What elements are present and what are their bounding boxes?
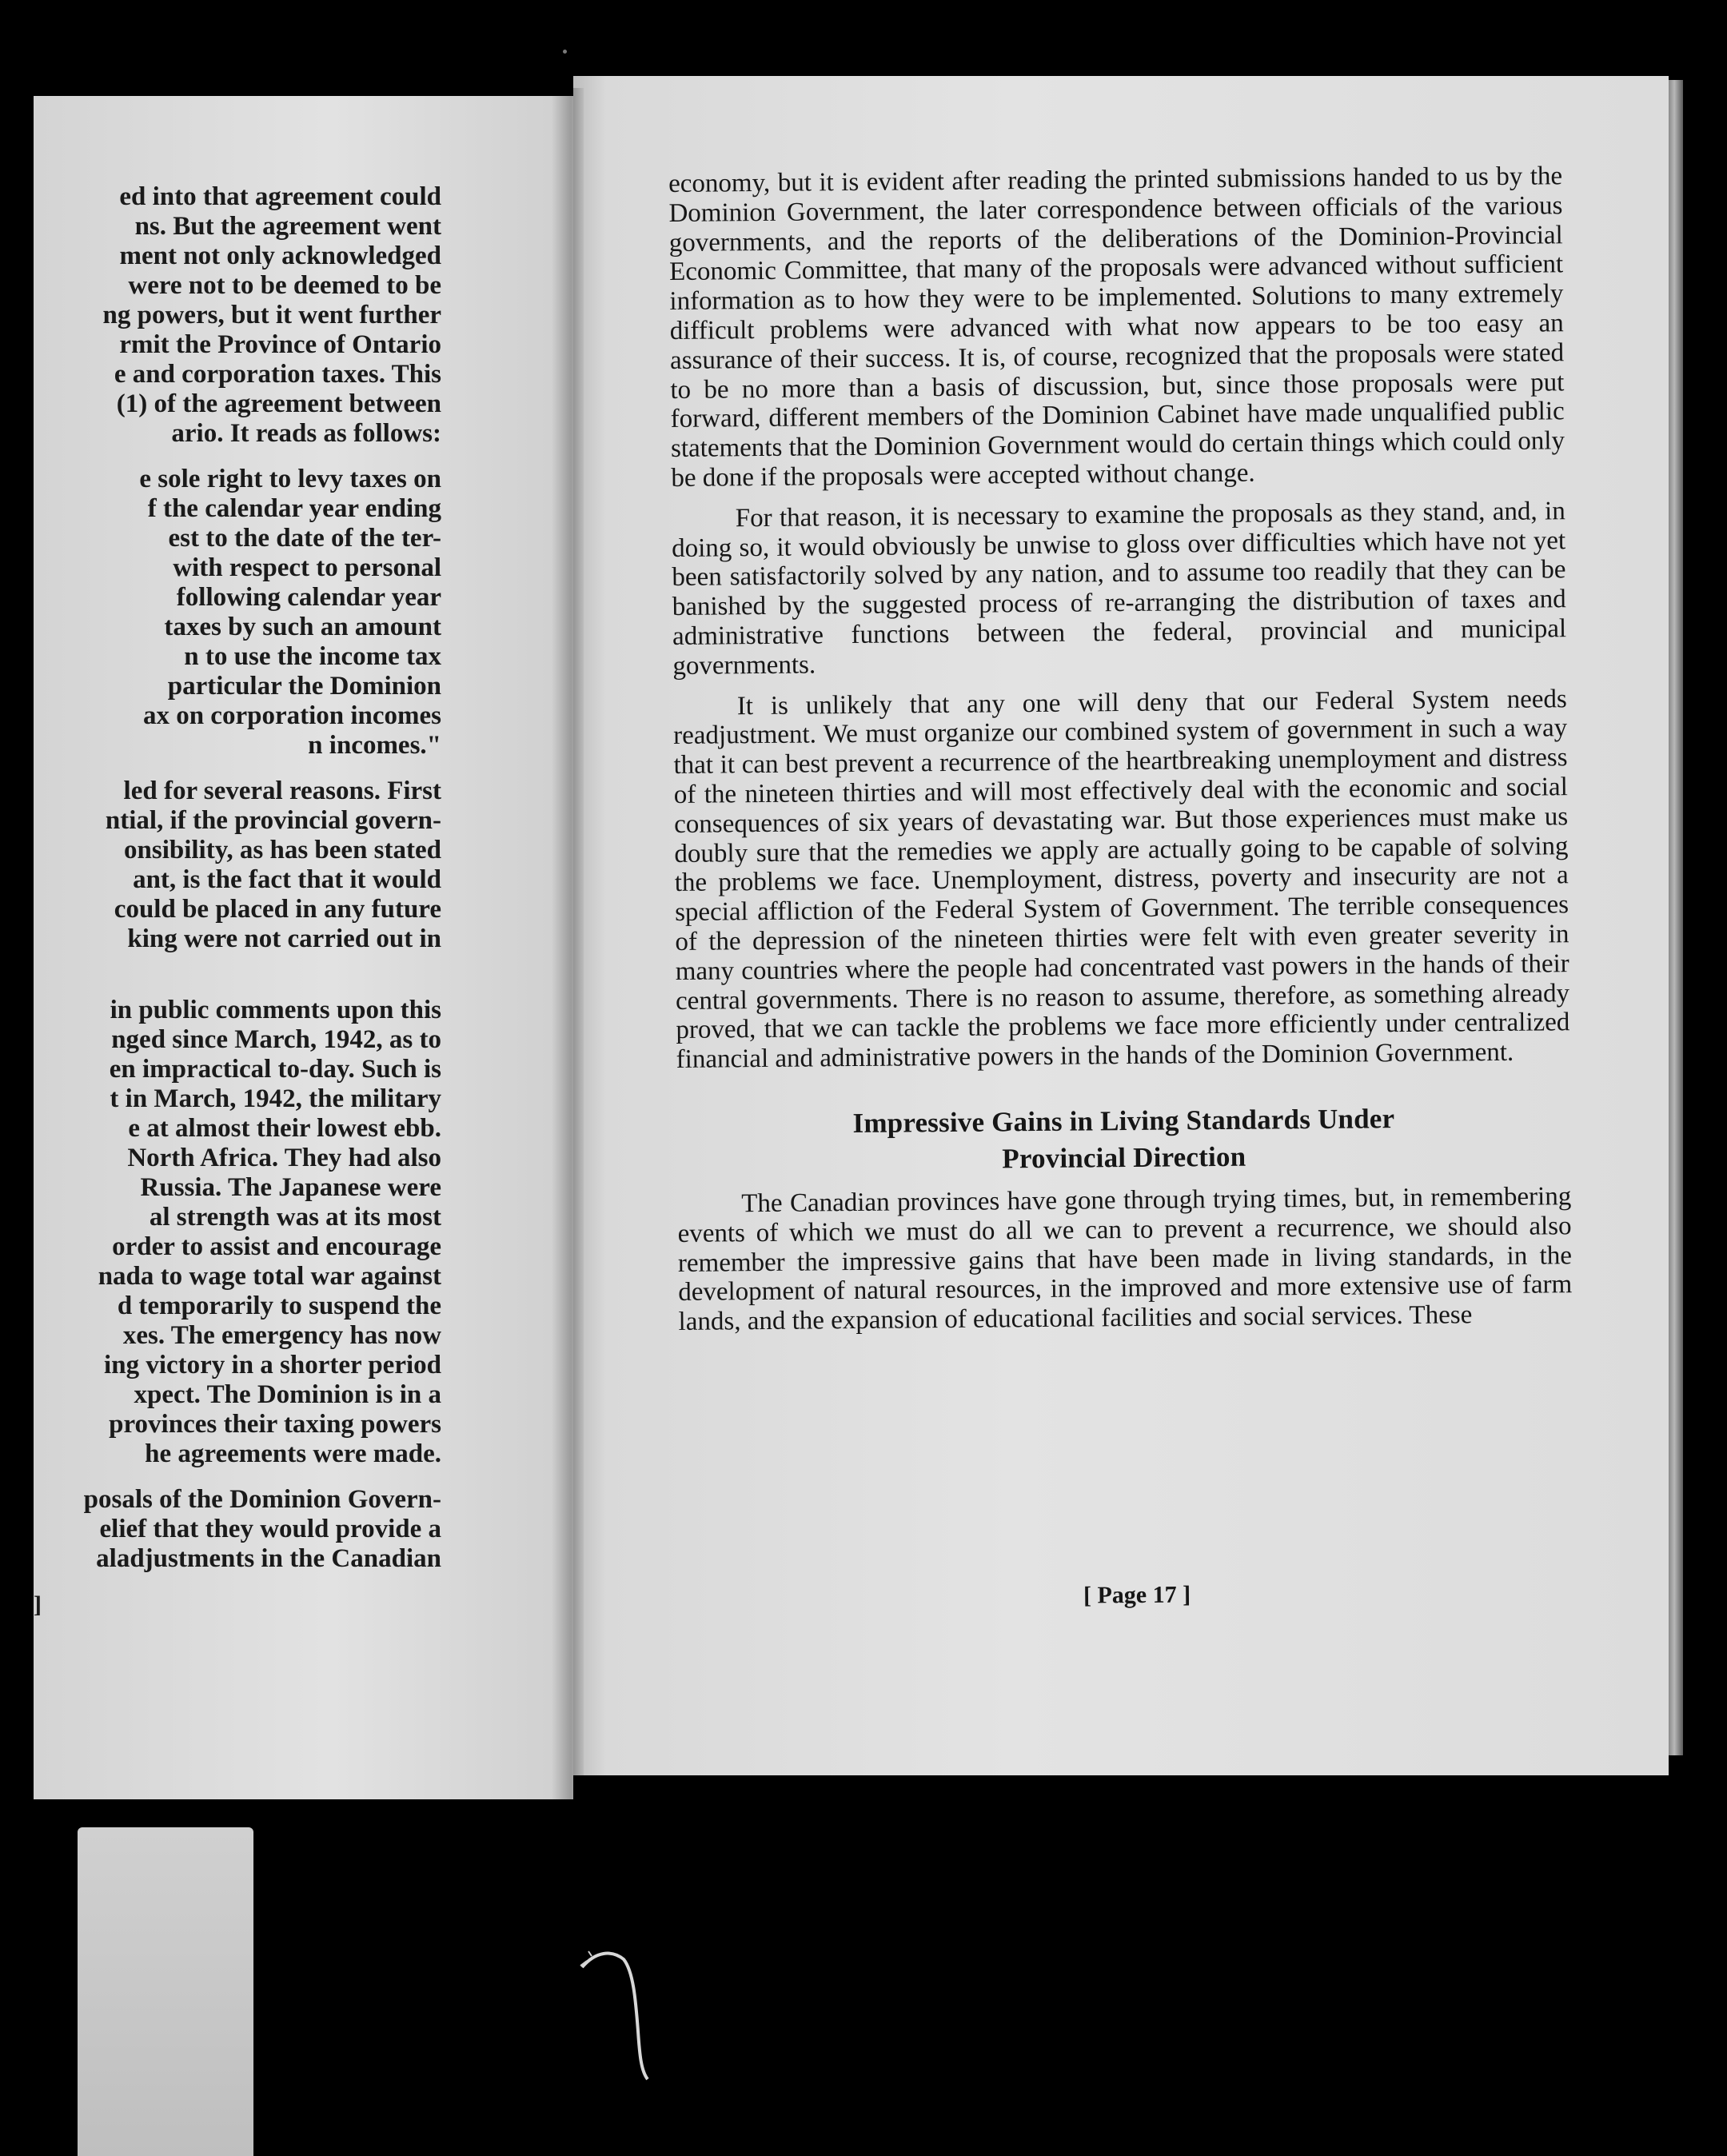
left-text-line: d temporarily to suspend the bbox=[117, 1292, 441, 1320]
left-text-line: ant, is the fact that it would bbox=[133, 865, 441, 894]
paragraph-for-that-reason: For that reason, it is necessary to examine the proposals as they stand, and, in doing so, it would obviously be unwise to gloss over difficulties which have not yet been satisfactorily solved by any nation, and to assume too readily that they can be banished by the suggested process of re-arranging the distribution of taxes and administrative functions between the federal, provincial and municipal governments. bbox=[671, 496, 1567, 681]
left-text-line: e and corporation taxes. This bbox=[114, 360, 441, 389]
left-text-line: provinces their taxing powers bbox=[109, 1410, 441, 1439]
left-text-line: order to assist and encourage bbox=[112, 1232, 441, 1261]
left-text-line: nged since March, 1942, as to bbox=[111, 1025, 441, 1054]
page-number: [ Page 17 ] bbox=[1083, 1581, 1191, 1609]
left-text-line: ntial, if the provincial govern- bbox=[105, 806, 441, 835]
left-text-line: est to the date of the ter- bbox=[168, 524, 441, 553]
left-text-line: e at almost their lowest ebb. bbox=[128, 1114, 441, 1143]
left-paragraph-2 bbox=[34, 777, 441, 954]
bookmark-string bbox=[576, 1935, 672, 2087]
left-text-line: f the calendar year ending bbox=[147, 494, 441, 523]
book-gutter bbox=[552, 88, 584, 1799]
left-text-line: nada to wage total war against bbox=[98, 1262, 441, 1291]
paper-tab bbox=[78, 1827, 253, 2156]
left-text-line: Russia. The Japanese were bbox=[140, 1173, 441, 1202]
left-text-line: ment not only acknowledged bbox=[119, 242, 441, 270]
left-text-line: e sole right to levy taxes on bbox=[139, 465, 441, 493]
left-text-line: following calendar year bbox=[176, 583, 441, 612]
left-text-line: could be placed in any future bbox=[114, 895, 441, 924]
left-text-line: taxes by such an amount bbox=[164, 613, 441, 641]
left-text-line: ax on corporation incomes bbox=[142, 701, 441, 730]
left-text-line: n to use the income tax bbox=[184, 642, 441, 671]
left-page-text bbox=[34, 182, 441, 1574]
left-text-line: with respect to personal bbox=[173, 553, 441, 582]
section-heading-line-2: Provincial Direction bbox=[1002, 1140, 1246, 1175]
left-text-line: posals of the Dominion Govern- bbox=[83, 1485, 441, 1514]
left-text-line: led for several reasons. First bbox=[123, 777, 441, 805]
left-text-line: t in March, 1942, the military bbox=[110, 1084, 441, 1113]
left-text-line: (1) of the agreement between bbox=[116, 389, 441, 418]
left-paragraph-3 bbox=[34, 996, 441, 1469]
left-text-line: were not to be deemed to be bbox=[128, 271, 441, 300]
left-text-line: rmit the Province of Ontario bbox=[119, 330, 441, 359]
paragraph-economy: economy, but it is evident after reading the printed submissions handed to us by the Dominion Government, the later correspondence between officials of the various governments, and the reports of the deliberations of the Dominion-Provincial Economic Committee, that many of the proposals were advanced without sufficient information as to how they were to be implemented. Solutions to many extremely difficult problems were advanced with what now appears to be too easy an assurance of their success. It is, of course, recognized that the proposals were stated to be no more than a basis of discussion, but, since those proposals were put forward, different members of the Dominion Cabinet have made unqualified public statements that the Dominion Government would do certain things which could only be done if the proposals were accepted without change. bbox=[668, 162, 1565, 493]
left-text-line: elief that they would provide a bbox=[99, 1515, 441, 1543]
left-text-line: king were not carried out in bbox=[127, 924, 441, 953]
left-text-line: ario. It reads as follows: bbox=[171, 419, 441, 448]
left-text-line: ng powers, but it went further bbox=[102, 301, 441, 329]
left-text-line: xpect. The Dominion is in a bbox=[134, 1380, 441, 1409]
page-stack-edge bbox=[1669, 80, 1683, 1755]
left-paragraph-1 bbox=[34, 182, 441, 449]
section-heading-line-1: Impressive Gains in Living Standards Under bbox=[852, 1103, 1395, 1139]
left-text-line: particular the Dominion bbox=[167, 672, 441, 701]
left-text-line: xes. The emergency has now bbox=[122, 1321, 441, 1350]
left-text-line: onsibility, as has been stated bbox=[124, 836, 441, 864]
right-page-text bbox=[668, 162, 1573, 1348]
left-page-number-fragment: ] bbox=[34, 1591, 42, 1618]
paragraph-canadian-provinces: The Canadian provinces have gone through trying times, but, in remembering events of which we must do all we can to prevent a recurrence, we should also remember the impressive gains that have been made in living standards, in the development of natural resources, in the improved and more extensive use of farm lands, and the expansion of educational facilities and social services. These bbox=[677, 1182, 1573, 1337]
dust-speck bbox=[563, 50, 567, 54]
left-text-line: ns. But the agreement went bbox=[134, 212, 441, 241]
left-text-line: n incomes." bbox=[308, 731, 441, 760]
left-paragraph-4 bbox=[34, 1485, 441, 1574]
left-text-line: en impractical to-day. Such is bbox=[109, 1055, 441, 1084]
left-text-line: aladjustments in the Canadian bbox=[96, 1544, 441, 1573]
left-text-line: he agreements were made. bbox=[145, 1439, 441, 1468]
section-heading bbox=[676, 1099, 1571, 1180]
left-text-line: al strength was at its most bbox=[149, 1203, 441, 1232]
left-text-line: in public comments upon this bbox=[110, 996, 441, 1024]
left-text-line: North Africa. They had also bbox=[127, 1144, 441, 1172]
paragraph-federal-system: It is unlikely that any one will deny that our Federal System needs readjustment. We must organize our combined system of government in such a way that it can best prevent a recurrence of the heartbreaking unemployment and distress of the nineteen thirties and will most effectively deal with the economic and social consequences of six years of devastating war. But those experiences must make us doubly sure that the remedies we apply are actually going to be capable of solving the problems we face. Unemployment, distress, poverty and insecurity are not a special affliction of the Federal System of Government. The terrible consequences of the depression of the nineteen thirties were felt with even greater severity in many countries where the people had concentrated vast powers in the hands of their central governments. There is no reason to assume, therefore, as something already proved, that we can tackle the problems we face more efficiently under centralized financial and administrative powers in the hands of the Dominion Government. bbox=[673, 684, 1570, 1075]
left-text-line: ed into that agreement could bbox=[119, 182, 441, 211]
left-quote-block bbox=[34, 465, 441, 761]
left-text-line: ing victory in a shorter period bbox=[104, 1351, 441, 1379]
